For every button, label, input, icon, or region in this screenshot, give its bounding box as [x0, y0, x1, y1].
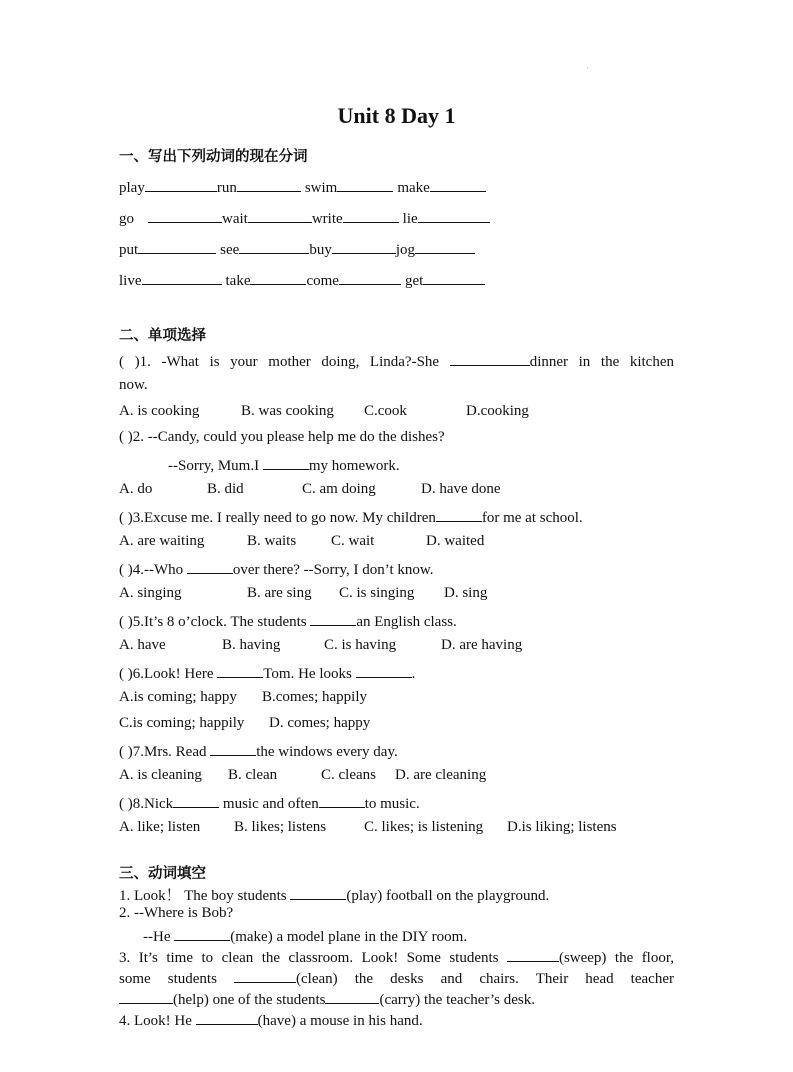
verb: jog	[395, 242, 415, 258]
fill-item-1: 1. Look！ The boy students (play) football on the playground.	[119, 884, 549, 905]
answer-blank[interactable]	[430, 177, 486, 192]
answer-blank[interactable]	[507, 947, 559, 962]
option-b[interactable]: B. waits	[247, 533, 297, 549]
question-2-stem: ( )2. --Candy, could you please help me do the dishes?	[119, 429, 445, 445]
verb-row-2	[119, 208, 490, 228]
answer-blank[interactable]	[325, 989, 379, 1004]
answer-blank[interactable]	[248, 208, 312, 223]
verb: run	[216, 180, 237, 196]
option-c[interactable]: C. wait	[331, 533, 375, 549]
verb: lie	[402, 211, 418, 227]
question-6-stem: ( )6.Look! Here Tom. He looks .	[119, 663, 415, 683]
answer-blank[interactable]	[145, 177, 217, 192]
verb: play	[119, 180, 145, 196]
option-d[interactable]: D. have done	[421, 481, 501, 497]
question-7-stem: ( )7.Mrs. Read the windows every day.	[119, 741, 398, 761]
answer-blank[interactable]	[173, 793, 219, 808]
verb: wait	[222, 211, 248, 227]
verb-row-4	[119, 270, 485, 290]
answer-blank[interactable]	[319, 793, 365, 808]
option-d[interactable]: D.is liking; listens	[507, 819, 617, 835]
option-a[interactable]: A. do	[119, 481, 153, 497]
answer-blank[interactable]	[339, 270, 401, 285]
answer-blank[interactable]	[250, 270, 306, 285]
question-8-stem: ( )8.Nick music and often to music.	[119, 793, 420, 813]
option-c[interactable]: C. am doing	[302, 481, 376, 497]
option-b[interactable]: B. did	[207, 481, 244, 497]
answer-blank[interactable]	[310, 611, 356, 626]
question-3-stem: ( )3.Excuse me. I really need to go now. My children for me at school.	[119, 507, 583, 527]
verb: come	[306, 273, 339, 289]
verb: take	[225, 273, 251, 289]
answer-blank[interactable]	[217, 663, 263, 678]
section3-heading: 三、动词填空	[119, 866, 206, 882]
scan-speck	[587, 67, 588, 68]
verb: put	[119, 242, 139, 258]
answer-blank[interactable]	[337, 177, 393, 192]
answer-blank[interactable]	[119, 989, 173, 1004]
option-a[interactable]: A. like; listen	[119, 819, 201, 835]
option-b[interactable]: B. are sing	[247, 585, 312, 601]
verb: make	[397, 180, 430, 196]
option-d[interactable]: D. sing	[444, 585, 488, 601]
option-c[interactable]: C. is singing	[339, 585, 415, 601]
answer-blank[interactable]	[332, 239, 396, 254]
option-d[interactable]: D. comes; happy	[269, 715, 371, 731]
verb-row-1	[119, 177, 486, 197]
verb: buy	[309, 242, 332, 258]
verb: go	[119, 211, 134, 227]
answer-blank[interactable]	[343, 208, 399, 223]
option-b[interactable]: B. having	[222, 637, 281, 653]
verb: get	[404, 273, 424, 289]
question-1-stem-cont: now.	[119, 377, 148, 393]
answer-blank[interactable]	[450, 351, 530, 366]
answer-blank[interactable]	[196, 1010, 258, 1025]
verb: see	[220, 242, 240, 258]
page-title: Unit 8 Day 1	[337, 103, 456, 128]
fill-item-4: 4. Look! He (have) a mouse in his hand.	[119, 1010, 423, 1030]
option-c[interactable]: C. is having	[324, 637, 397, 653]
answer-blank[interactable]	[356, 663, 412, 678]
option-d[interactable]: D. are having	[441, 637, 523, 653]
option-b[interactable]: B. was cooking	[241, 403, 334, 419]
answer-blank[interactable]	[148, 208, 222, 223]
option-a[interactable]: A. have	[119, 637, 166, 653]
answer-blank[interactable]	[237, 177, 301, 192]
option-d[interactable]: D. are cleaning	[395, 767, 487, 783]
answer-blank[interactable]	[263, 455, 309, 470]
answer-blank[interactable]	[418, 208, 490, 223]
verb-row-3	[119, 239, 475, 259]
verb: swim	[304, 180, 338, 196]
section1-heading: 一、写出下列动词的现在分词	[119, 149, 308, 165]
option-c[interactable]: C.is coming; happily	[119, 715, 245, 731]
answer-blank[interactable]	[210, 741, 256, 756]
option-a[interactable]: A.is coming; happy	[119, 689, 237, 705]
option-b[interactable]: B.comes; happily	[262, 689, 367, 705]
option-a[interactable]: A. singing	[119, 585, 182, 601]
option-b[interactable]: B. clean	[228, 767, 278, 783]
fill-item-2: 2. --Where is Bob?	[119, 905, 234, 921]
question-5-stem: ( )5.It’s 8 o’clock. The students an English class.	[119, 611, 457, 631]
answer-blank[interactable]	[290, 885, 346, 900]
answer-blank[interactable]	[423, 270, 485, 285]
answer-blank[interactable]	[415, 239, 475, 254]
section2-heading: 二、单项选择	[119, 328, 206, 344]
fill-item-3: 3. It’s time to clean the classroom. Look! Some students (sweep) the floor,	[119, 947, 674, 967]
answer-blank[interactable]	[174, 926, 230, 941]
option-d[interactable]: D.cooking	[466, 403, 529, 419]
answer-blank[interactable]	[138, 239, 216, 254]
verb: write	[311, 211, 343, 227]
answer-blank[interactable]	[142, 270, 222, 285]
question-2-reply: --Sorry, Mum.I my homework.	[168, 455, 400, 475]
fill-item-3-line3: (help) one of the students (carry) the teacher’s desk.	[119, 989, 535, 1009]
question-1-stem: ( )1. -What is your mother doing, Linda?-She dinner in the kitchen	[119, 351, 674, 371]
answer-blank[interactable]	[239, 239, 309, 254]
answer-blank[interactable]	[436, 507, 482, 522]
option-c[interactable]: C. likes; is listening	[364, 819, 484, 835]
answer-blank[interactable]	[234, 968, 296, 983]
option-b[interactable]: B. likes; listens	[234, 819, 327, 835]
option-c[interactable]: C. cleans	[321, 767, 376, 783]
answer-blank[interactable]	[187, 559, 233, 574]
option-c[interactable]: C.cook	[364, 403, 407, 419]
option-a[interactable]: A. is cleaning	[119, 767, 202, 783]
question-4-stem: ( )4.--Who over there? --Sorry, I don’t know.	[119, 559, 434, 579]
option-d[interactable]: D. waited	[426, 533, 485, 549]
fill-item-2-reply: --He (make) a model plane in the DIY room.	[143, 926, 467, 946]
option-a[interactable]: A. are waiting	[119, 533, 205, 549]
option-a[interactable]: A. is cooking	[119, 403, 200, 419]
verb: live	[119, 273, 142, 289]
fill-item-3-line2: some students (clean) the desks and chairs. Their head teacher	[119, 968, 674, 988]
